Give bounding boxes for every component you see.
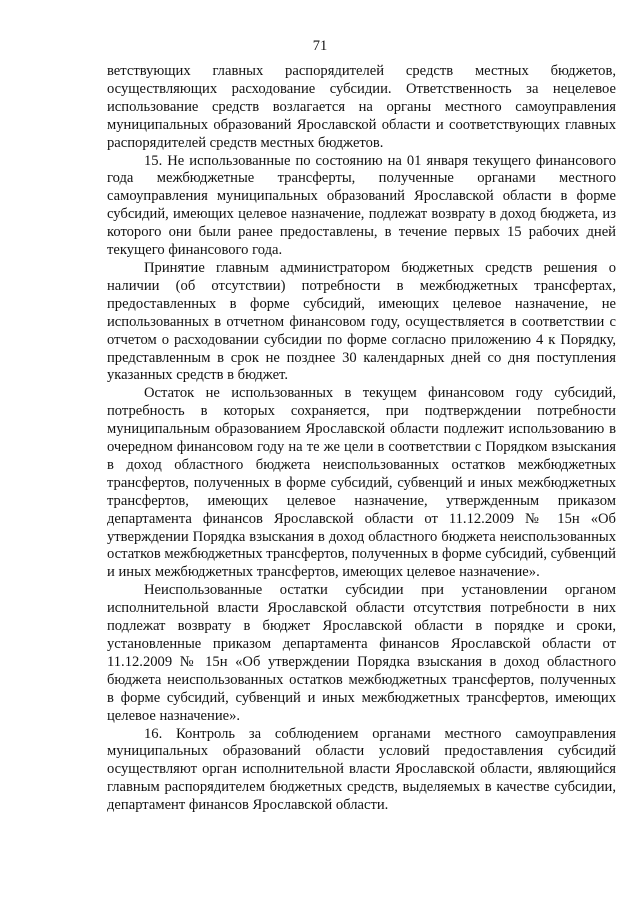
paragraph-decision-on-need: Принятие главным администратором бюджетных средств решения о наличии (об отсутствии) потребности в межбюджетных трансфертах, предоставленных в форме субсидий, имеющих целевое назначение, не использованных в отчетном финансовом году, осуществляется в соответствии с отчетом о расходовании субсидии по форме согласно приложению 4 к Порядку, представленным в срок не позднее 30 календарных дней со дня поступления указанных средств в бюджет. xyxy=(107,259,616,384)
paragraph-remaining-subsidies: Остаток не использованных в текущем финансовом году субсидий, потребность в которых сохраняется, при подтверждении потребности муниципальным образованием Ярославской области подлежит использованию в очередном финансовом году на те же цели в соответствии с Порядком взыскания в доход областного бюджета неиспользованных остатков межбюджетных трансфертов, полученных в форме субсидий, субвенций и иных межбюджетных трансфертов, имеющих целевое назначение, утвержденным приказом департамента финансов Ярославской области от 11.12.2009 № 15н «Об утверждении Порядка взыскания в доход областного бюджета неиспользованных остатков межбюджетных трансфертов, полученных в форме субсидий, субвенций и иных межбюджетных трансфертов, имеющих целевое назначение». xyxy=(107,385,616,581)
paragraph-unused-balances: Неиспользованные остатки субсидии при установлении органом исполнительной власти Ярославской области отсутствия потребности в них подлежат возврату в бюджет Ярославской области в порядке и сроки, установленные приказом департамента финансов Ярославской области от 11.12.2009 № 15н «Об утверждении Порядка взыскания в доход областного бюджета неиспользованных остатков межбюджетных трансфертов, полученных в форме субсидий, субвенций и иных межбюджетных трансфертов, имеющих целевое назначение». xyxy=(107,582,616,724)
paragraph-item-15: 15. Не использованные по состоянию на 01 января текущего финансового года межбюджетные трансферты, полученные органами местного самоуправления муниципальных образований Ярославской области в форме субсидий, имеющих целевое назначение, подлежат возврату в доход бюджета, из которого они были ранее предоставлены, в течение первых 15 рабочих дней текущего финансового года. xyxy=(107,152,616,259)
document-body xyxy=(107,63,616,815)
page-number: 71 xyxy=(312,38,328,54)
paragraph-continuation: ветствующих главных распорядителей средств местных бюджетов, осуществляющих расходование субсидии. Ответственность за нецелевое использование средств возлагается на органы местного самоуправления муниципальных образований Ярославской области и соответствующих главных распорядителей средств местных бюджетов. xyxy=(107,63,616,151)
paragraph-item-16: 16. Контроль за соблюдением органами местного самоуправления муниципальных образований области условий предоставления субсидий осуществляют орган исполнительной власти Ярославской области, являющийся главным распорядителем бюджетных средств, выделяемых в качестве субсидии, департамент финансов Ярославской области. xyxy=(107,725,616,814)
